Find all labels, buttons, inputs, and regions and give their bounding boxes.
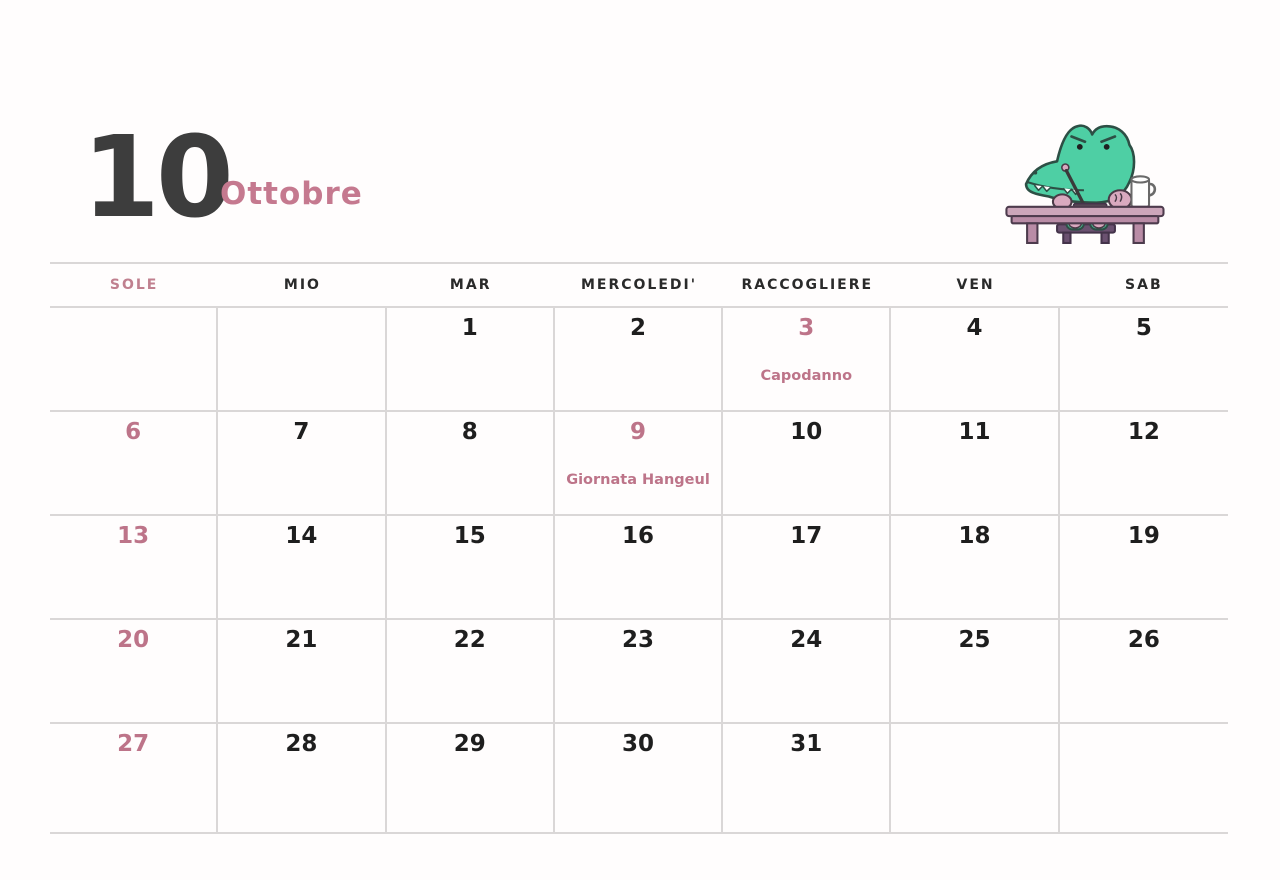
day-cell-23 bbox=[555, 620, 723, 722]
weekday-label-raccogliere: RACCOGLIERE bbox=[741, 277, 874, 293]
day-number: 23 bbox=[621, 627, 654, 653]
day-number: 31 bbox=[790, 731, 823, 757]
day-cell-5 bbox=[1060, 308, 1228, 410]
day-number: 8 bbox=[461, 419, 478, 445]
day-number: 12 bbox=[1127, 419, 1160, 445]
day-number: 19 bbox=[1127, 523, 1160, 549]
crocodile-illustration bbox=[1003, 120, 1169, 244]
day-number: 10 bbox=[790, 419, 823, 445]
day-cell-30 bbox=[555, 724, 723, 832]
day-number: 15 bbox=[453, 523, 486, 549]
day-number: 6 bbox=[125, 419, 142, 445]
day-number: 7 bbox=[293, 419, 310, 445]
event-label: Giornata Hangeul bbox=[566, 472, 710, 488]
day-number: 21 bbox=[285, 627, 318, 653]
day-number: 25 bbox=[958, 627, 991, 653]
weekday-label-mercoledi: MERCOLEDI' bbox=[580, 277, 698, 293]
day-number: 14 bbox=[285, 523, 318, 549]
weekday-label-mio: MIO bbox=[283, 277, 321, 293]
day-cell-empty bbox=[891, 724, 1059, 832]
event-label: Capodanno bbox=[760, 368, 853, 384]
week-row-3 bbox=[50, 516, 1228, 620]
day-number: 5 bbox=[1135, 315, 1152, 341]
weekday-label-sab: SAB bbox=[1125, 277, 1163, 293]
day-cell-empty bbox=[1060, 724, 1228, 832]
day-number: 2 bbox=[629, 315, 646, 341]
weekday-label-ven: VEN bbox=[956, 277, 995, 293]
week-row-4 bbox=[50, 620, 1228, 724]
day-cell-11 bbox=[891, 412, 1059, 514]
day-number: 26 bbox=[1127, 627, 1160, 653]
day-cell-22 bbox=[387, 620, 555, 722]
croc-nostril bbox=[1034, 171, 1038, 175]
day-number: 18 bbox=[958, 523, 991, 549]
weekday-label-sole: SOLE bbox=[109, 277, 159, 293]
day-cell-1 bbox=[387, 308, 555, 410]
mug bbox=[1131, 176, 1154, 206]
day-cell-17 bbox=[723, 516, 891, 618]
day-cell-31 bbox=[723, 724, 891, 832]
day-cell-empty bbox=[50, 308, 218, 410]
day-number: 13 bbox=[117, 523, 150, 549]
day-cell-14 bbox=[218, 516, 386, 618]
croc-eye-left bbox=[1077, 144, 1083, 150]
day-cell-24 bbox=[723, 620, 891, 722]
day-cell-29 bbox=[387, 724, 555, 832]
day-cell-6 bbox=[50, 412, 218, 514]
day-number: 3 bbox=[798, 315, 815, 341]
calendar-grid bbox=[50, 262, 1228, 834]
day-number: 16 bbox=[621, 523, 654, 549]
month-number: 10 bbox=[82, 113, 230, 243]
day-cell-2 bbox=[555, 308, 723, 410]
day-number: 22 bbox=[453, 627, 486, 653]
day-cell-19 bbox=[1060, 516, 1228, 618]
day-cell-27 bbox=[50, 724, 218, 832]
weekday-header-row bbox=[50, 262, 1228, 308]
day-cell-10 bbox=[723, 412, 891, 514]
day-cell-7 bbox=[218, 412, 386, 514]
day-cell-empty bbox=[218, 308, 386, 410]
day-cell-25 bbox=[891, 620, 1059, 722]
day-number: 30 bbox=[621, 731, 654, 757]
crocodile bbox=[1026, 126, 1134, 209]
day-cell-13 bbox=[50, 516, 218, 618]
day-cell-28 bbox=[218, 724, 386, 832]
day-number: 1 bbox=[461, 315, 478, 341]
day-number: 11 bbox=[958, 419, 991, 445]
day-number: 4 bbox=[966, 315, 983, 341]
day-cell-8 bbox=[387, 412, 555, 514]
day-number: 17 bbox=[790, 523, 823, 549]
week-row-2 bbox=[50, 412, 1228, 516]
day-number: 20 bbox=[117, 627, 150, 653]
day-cell-18 bbox=[891, 516, 1059, 618]
day-cell-20 bbox=[50, 620, 218, 722]
weeks bbox=[50, 308, 1228, 834]
week-row-1 bbox=[50, 308, 1228, 412]
day-cell-4 bbox=[891, 308, 1059, 410]
day-cell-16 bbox=[555, 516, 723, 618]
day-number: 29 bbox=[453, 731, 486, 757]
day-number: 9 bbox=[629, 419, 646, 445]
croc-eye-right bbox=[1104, 144, 1110, 150]
day-number: 24 bbox=[790, 627, 823, 653]
day-number: 27 bbox=[117, 731, 150, 757]
week-row-5 bbox=[50, 724, 1228, 834]
day-cell-3 bbox=[723, 308, 891, 410]
day-cell-26 bbox=[1060, 620, 1228, 722]
day-number: 28 bbox=[285, 731, 318, 757]
day-cell-21 bbox=[218, 620, 386, 722]
day-cell-15 bbox=[387, 516, 555, 618]
weekday-label-mar: MAR bbox=[449, 277, 492, 293]
day-cell-12 bbox=[1060, 412, 1228, 514]
day-cell-9 bbox=[555, 412, 723, 514]
month-name: Ottobre bbox=[220, 176, 363, 212]
